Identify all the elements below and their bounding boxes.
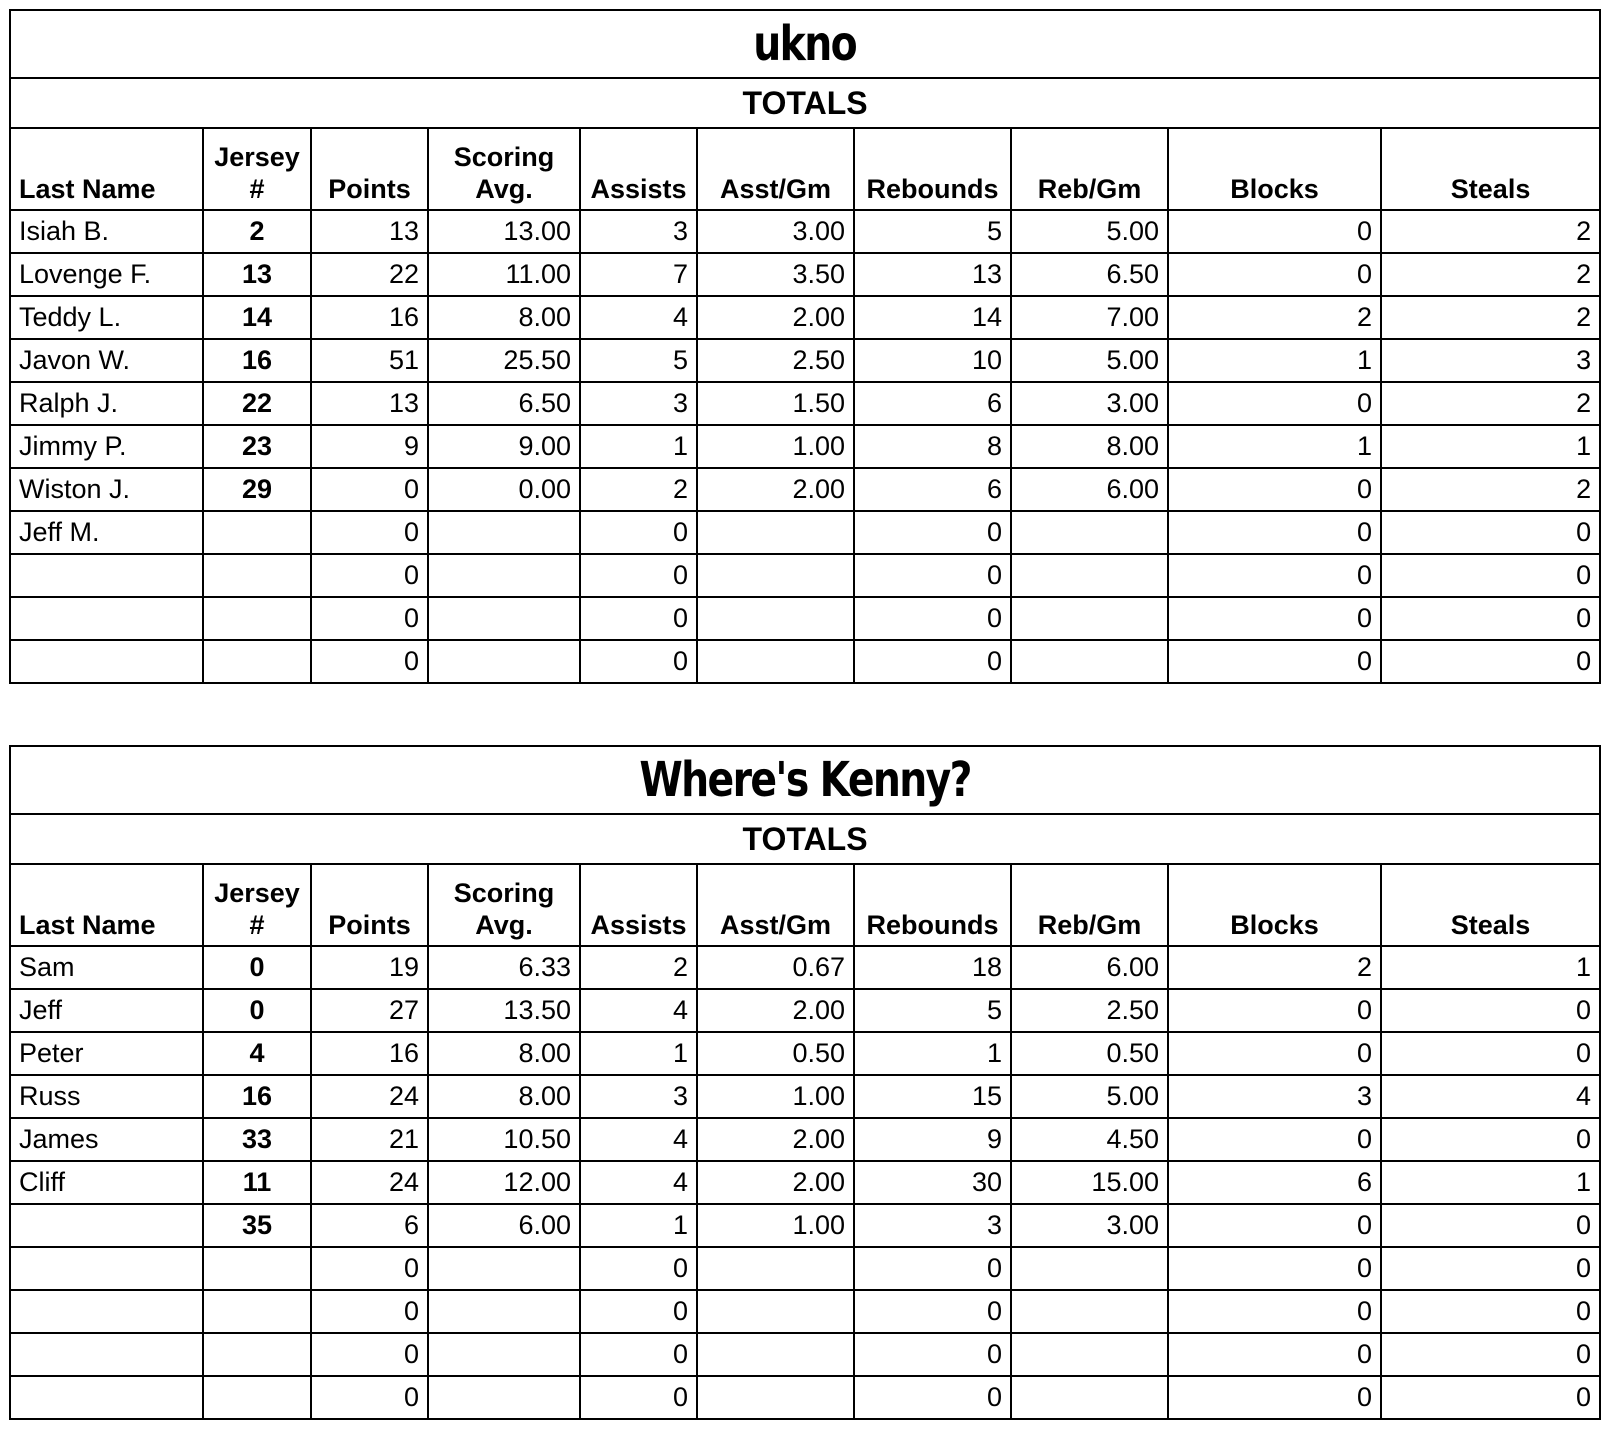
points-cell[interactable]: 16	[311, 296, 428, 339]
points-cell[interactable]: 0	[311, 554, 428, 597]
rebounds-cell[interactable]: 18	[854, 946, 1011, 989]
player-rows	[10, 210, 1600, 683]
asst-gm-cell[interactable]: 2.00	[697, 296, 854, 339]
points-cell[interactable]: 0	[311, 1333, 428, 1376]
scoring-avg-cell[interactable]	[428, 640, 580, 683]
jersey-cell[interactable]	[203, 1333, 311, 1376]
last-name-cell[interactable]: Cliff	[10, 1161, 203, 1204]
player-row	[10, 296, 1600, 339]
assists-cell[interactable]: 0	[580, 511, 697, 554]
scoring-avg-cell[interactable]	[428, 1333, 580, 1376]
scoring-avg-cell[interactable]	[428, 1376, 580, 1419]
assists-cell[interactable]: 7	[580, 253, 697, 296]
rebounds-cell[interactable]: 0	[854, 1247, 1011, 1290]
reb-gm-cell[interactable]	[1011, 640, 1168, 683]
jersey-cell[interactable]: 23	[203, 425, 311, 468]
steals-cell[interactable]: 2	[1381, 210, 1600, 253]
steals-cell[interactable]: 2	[1381, 253, 1600, 296]
player-row	[10, 1376, 1600, 1419]
jersey-cell[interactable]: 0	[203, 946, 311, 989]
points-cell[interactable]: 0	[311, 511, 428, 554]
team-title	[10, 10, 1600, 78]
last-name-cell[interactable]: Ralph J.	[10, 382, 203, 425]
player-row	[10, 1161, 1600, 1204]
steals-cell[interactable]: 2	[1381, 468, 1600, 511]
jersey-cell[interactable]	[203, 1376, 311, 1419]
jersey-cell[interactable]: 16	[203, 1075, 311, 1118]
scoring-avg-cell[interactable]: 10.50	[428, 1118, 580, 1161]
player-row	[10, 1204, 1600, 1247]
assists-cell[interactable]: 4	[580, 1118, 697, 1161]
header-blocks: Blocks	[1168, 128, 1381, 210]
last-name-cell[interactable]	[10, 640, 203, 683]
reb-gm-cell[interactable]: 6.00	[1011, 468, 1168, 511]
steals-cell[interactable]: 4	[1381, 1075, 1600, 1118]
steals-cell[interactable]: 0	[1381, 1118, 1600, 1161]
scoring-avg-cell[interactable]	[428, 1290, 580, 1333]
asst-gm-cell[interactable]	[697, 1290, 854, 1333]
asst-gm-cell[interactable]: 1.00	[697, 1075, 854, 1118]
player-row	[10, 382, 1600, 425]
totals-heading: TOTALS	[10, 814, 1600, 864]
rebounds-cell[interactable]: 0	[854, 1376, 1011, 1419]
header-blocks: Blocks	[1168, 864, 1381, 946]
assists-cell[interactable]: 4	[580, 296, 697, 339]
assists-cell[interactable]: 4	[580, 1161, 697, 1204]
points-cell[interactable]: 0	[311, 1247, 428, 1290]
points-cell[interactable]: 27	[311, 989, 428, 1032]
scoring-avg-cell[interactable]	[428, 511, 580, 554]
last-name-cell[interactable]: Peter	[10, 1032, 203, 1075]
jersey-cell[interactable]: 13	[203, 253, 311, 296]
jersey-cell[interactable]: 0	[203, 989, 311, 1032]
jersey-cell[interactable]	[203, 597, 311, 640]
blocks-cell[interactable]: 0	[1168, 511, 1381, 554]
asst-gm-cell[interactable]: 0.67	[697, 946, 854, 989]
steals-cell[interactable]: 1	[1381, 946, 1600, 989]
scoring-avg-cell[interactable]: 9.00	[428, 425, 580, 468]
reb-gm-cell[interactable]	[1011, 1290, 1168, 1333]
rebounds-cell[interactable]: 10	[854, 339, 1011, 382]
player-rows	[10, 946, 1600, 1419]
team-title	[10, 746, 1600, 814]
player-row	[10, 989, 1600, 1032]
rebounds-cell[interactable]: 0	[854, 1290, 1011, 1333]
blocks-cell[interactable]: 6	[1168, 1161, 1381, 1204]
scoring-avg-cell[interactable]: 6.33	[428, 946, 580, 989]
asst-gm-cell[interactable]: 1.00	[697, 1204, 854, 1247]
player-row	[10, 1075, 1600, 1118]
asst-gm-cell[interactable]	[697, 1247, 854, 1290]
reb-gm-cell[interactable]	[1011, 1247, 1168, 1290]
column-header-row	[10, 864, 1600, 946]
last-name-cell[interactable]	[10, 1204, 203, 1247]
header-points: Points	[311, 128, 428, 210]
last-name-cell[interactable]: Jeff	[10, 989, 203, 1032]
blocks-cell[interactable]: 0	[1168, 468, 1381, 511]
last-name-cell[interactable]: Teddy L.	[10, 296, 203, 339]
steals-cell[interactable]: 0	[1381, 1204, 1600, 1247]
points-cell[interactable]: 22	[311, 253, 428, 296]
blocks-cell[interactable]: 0	[1168, 1118, 1381, 1161]
jersey-cell[interactable]: 16	[203, 339, 311, 382]
rebounds-cell[interactable]: 5	[854, 989, 1011, 1032]
reb-gm-cell[interactable]: 6.00	[1011, 946, 1168, 989]
last-name-cell[interactable]	[10, 1247, 203, 1290]
asst-gm-cell[interactable]: 3.50	[697, 253, 854, 296]
blocks-cell[interactable]: 3	[1168, 1075, 1381, 1118]
points-cell[interactable]: 9	[311, 425, 428, 468]
reb-gm-cell[interactable]	[1011, 1333, 1168, 1376]
blocks-cell[interactable]: 0	[1168, 554, 1381, 597]
rebounds-cell[interactable]: 6	[854, 468, 1011, 511]
steals-cell[interactable]: 0	[1381, 554, 1600, 597]
asst-gm-cell[interactable]	[697, 554, 854, 597]
blocks-cell[interactable]: 1	[1168, 339, 1381, 382]
team-stats-table	[9, 745, 1601, 1420]
jersey-cell[interactable]: 22	[203, 382, 311, 425]
team-name: ukno	[753, 16, 857, 72]
blocks-cell[interactable]: 0	[1168, 989, 1381, 1032]
points-cell[interactable]: 21	[311, 1118, 428, 1161]
header-assists: Assists	[580, 864, 697, 946]
steals-cell[interactable]: 0	[1381, 640, 1600, 683]
player-row	[10, 339, 1600, 382]
rebounds-cell[interactable]: 9	[854, 1118, 1011, 1161]
blocks-cell[interactable]: 0	[1168, 597, 1381, 640]
points-cell[interactable]: 0	[311, 1376, 428, 1419]
steals-cell[interactable]: 0	[1381, 1333, 1600, 1376]
last-name-cell[interactable]	[10, 1290, 203, 1333]
assists-cell[interactable]: 0	[580, 554, 697, 597]
player-row	[10, 511, 1600, 554]
reb-gm-cell[interactable]	[1011, 1376, 1168, 1419]
last-name-cell[interactable]: Russ	[10, 1075, 203, 1118]
assists-cell[interactable]: 3	[580, 1075, 697, 1118]
header-steals: Steals	[1381, 864, 1600, 946]
rebounds-cell[interactable]: 0	[854, 640, 1011, 683]
assists-cell[interactable]: 5	[580, 339, 697, 382]
asst-gm-cell[interactable]: 1.00	[697, 425, 854, 468]
points-cell[interactable]: 6	[311, 1204, 428, 1247]
header-last-name: Last Name	[10, 128, 203, 210]
assists-cell[interactable]: 3	[580, 210, 697, 253]
points-cell[interactable]: 51	[311, 339, 428, 382]
blocks-cell[interactable]: 2	[1168, 946, 1381, 989]
steals-cell[interactable]: 0	[1381, 989, 1600, 1032]
scoring-avg-cell[interactable]: 25.50	[428, 339, 580, 382]
rebounds-cell[interactable]: 0	[854, 1333, 1011, 1376]
last-name-cell[interactable]: Jeff M.	[10, 511, 203, 554]
reb-gm-cell[interactable]	[1011, 554, 1168, 597]
points-cell[interactable]: 0	[311, 597, 428, 640]
last-name-cell[interactable]: Jimmy P.	[10, 425, 203, 468]
blocks-cell[interactable]: 0	[1168, 1204, 1381, 1247]
team-stats-sheet-ukno	[9, 9, 1599, 684]
assists-cell[interactable]: 4	[580, 989, 697, 1032]
last-name-cell[interactable]: Lovenge F.	[10, 253, 203, 296]
team-stats-sheet-wheres-kenny	[9, 745, 1599, 1420]
assists-cell[interactable]: 0	[580, 640, 697, 683]
asst-gm-cell[interactable]	[697, 511, 854, 554]
header-scoring-avg: Scoring Avg.	[428, 864, 580, 946]
reb-gm-cell[interactable]: 5.00	[1011, 210, 1168, 253]
reb-gm-cell[interactable]: 3.00	[1011, 1204, 1168, 1247]
rebounds-cell[interactable]: 0	[854, 597, 1011, 640]
blocks-cell[interactable]: 0	[1168, 253, 1381, 296]
rebounds-cell[interactable]: 14	[854, 296, 1011, 339]
rebounds-cell[interactable]: 0	[854, 554, 1011, 597]
header-scoring-avg: Scoring Avg.	[428, 128, 580, 210]
last-name-cell[interactable]	[10, 554, 203, 597]
assists-cell[interactable]: 1	[580, 425, 697, 468]
player-row	[10, 640, 1600, 683]
jersey-cell[interactable]	[203, 640, 311, 683]
blocks-cell[interactable]: 1	[1168, 425, 1381, 468]
asst-gm-cell[interactable]: 2.50	[697, 339, 854, 382]
rebounds-cell[interactable]: 1	[854, 1032, 1011, 1075]
asst-gm-cell[interactable]	[697, 597, 854, 640]
jersey-cell[interactable]: 35	[203, 1204, 311, 1247]
last-name-cell[interactable]	[10, 1333, 203, 1376]
steals-cell[interactable]: 0	[1381, 1290, 1600, 1333]
asst-gm-cell[interactable]: 2.00	[697, 989, 854, 1032]
header-rebounds: Rebounds	[854, 864, 1011, 946]
steals-cell[interactable]: 0	[1381, 597, 1600, 640]
blocks-cell[interactable]: 0	[1168, 210, 1381, 253]
assists-cell[interactable]: 1	[580, 1204, 697, 1247]
jersey-cell[interactable]: 11	[203, 1161, 311, 1204]
reb-gm-cell[interactable]: 5.00	[1011, 1075, 1168, 1118]
scoring-avg-cell[interactable]: 8.00	[428, 1075, 580, 1118]
scoring-avg-cell[interactable]: 13.00	[428, 210, 580, 253]
reb-gm-cell[interactable]: 15.00	[1011, 1161, 1168, 1204]
scoring-avg-cell[interactable]: 13.50	[428, 989, 580, 1032]
asst-gm-cell[interactable]: 3.00	[697, 210, 854, 253]
points-cell[interactable]: 13	[311, 210, 428, 253]
asst-gm-cell[interactable]	[697, 1376, 854, 1419]
scoring-avg-cell[interactable]: 8.00	[428, 1032, 580, 1075]
last-name-cell[interactable]	[10, 597, 203, 640]
scoring-avg-cell[interactable]: 0.00	[428, 468, 580, 511]
rebounds-cell[interactable]: 5	[854, 210, 1011, 253]
points-cell[interactable]: 19	[311, 946, 428, 989]
reb-gm-cell[interactable]: 2.50	[1011, 989, 1168, 1032]
jersey-cell[interactable]: 29	[203, 468, 311, 511]
rebounds-cell[interactable]: 13	[854, 253, 1011, 296]
scoring-avg-cell[interactable]: 6.00	[428, 1204, 580, 1247]
player-row	[10, 1247, 1600, 1290]
header-reb-gm: Reb/Gm	[1011, 864, 1168, 946]
asst-gm-cell[interactable]: 2.00	[697, 1161, 854, 1204]
steals-cell[interactable]: 0	[1381, 1247, 1600, 1290]
rebounds-cell[interactable]: 6	[854, 382, 1011, 425]
reb-gm-cell[interactable]	[1011, 597, 1168, 640]
blocks-cell[interactable]: 2	[1168, 296, 1381, 339]
points-cell[interactable]: 0	[311, 468, 428, 511]
blocks-cell[interactable]: 0	[1168, 640, 1381, 683]
assists-cell[interactable]: 0	[580, 1290, 697, 1333]
points-cell[interactable]: 24	[311, 1161, 428, 1204]
player-row	[10, 1118, 1600, 1161]
header-last-name: Last Name	[10, 864, 203, 946]
header-reb-gm: Reb/Gm	[1011, 128, 1168, 210]
jersey-cell[interactable]: 2	[203, 210, 311, 253]
asst-gm-cell[interactable]	[697, 640, 854, 683]
totals-heading: TOTALS	[10, 78, 1600, 128]
jersey-cell[interactable]	[203, 511, 311, 554]
points-cell[interactable]: 24	[311, 1075, 428, 1118]
player-row	[10, 1032, 1600, 1075]
steals-cell[interactable]: 3	[1381, 339, 1600, 382]
points-cell[interactable]: 16	[311, 1032, 428, 1075]
column-header-row	[10, 128, 1600, 210]
asst-gm-cell[interactable]	[697, 1333, 854, 1376]
steals-cell[interactable]: 0	[1381, 511, 1600, 554]
blocks-cell[interactable]: 0	[1168, 1247, 1381, 1290]
reb-gm-cell[interactable]: 0.50	[1011, 1032, 1168, 1075]
header-points: Points	[311, 864, 428, 946]
header-jersey: Jersey #	[203, 128, 311, 210]
asst-gm-cell[interactable]: 0.50	[697, 1032, 854, 1075]
header-jersey: Jersey #	[203, 864, 311, 946]
assists-cell[interactable]: 0	[580, 1376, 697, 1419]
player-row	[10, 554, 1600, 597]
steals-cell[interactable]: 0	[1381, 1376, 1600, 1419]
player-row	[10, 210, 1600, 253]
scoring-avg-cell[interactable]	[428, 554, 580, 597]
steals-cell[interactable]: 2	[1381, 296, 1600, 339]
blocks-cell[interactable]: 0	[1168, 1032, 1381, 1075]
scoring-avg-cell[interactable]	[428, 597, 580, 640]
assists-cell[interactable]: 0	[580, 1247, 697, 1290]
player-row	[10, 946, 1600, 989]
header-rebounds: Rebounds	[854, 128, 1011, 210]
reb-gm-cell[interactable]	[1011, 511, 1168, 554]
points-cell[interactable]: 0	[311, 1290, 428, 1333]
asst-gm-cell[interactable]: 1.50	[697, 382, 854, 425]
assists-cell[interactable]: 0	[580, 597, 697, 640]
header-asst-gm: Asst/Gm	[697, 864, 854, 946]
blocks-cell[interactable]: 0	[1168, 1376, 1381, 1419]
rebounds-cell[interactable]: 0	[854, 511, 1011, 554]
reb-gm-cell[interactable]: 4.50	[1011, 1118, 1168, 1161]
player-row	[10, 1333, 1600, 1376]
scoring-avg-cell[interactable]: 8.00	[428, 296, 580, 339]
reb-gm-cell[interactable]: 3.00	[1011, 382, 1168, 425]
header-steals: Steals	[1381, 128, 1600, 210]
reb-gm-cell[interactable]: 8.00	[1011, 425, 1168, 468]
steals-cell[interactable]: 2	[1381, 382, 1600, 425]
jersey-cell[interactable]	[203, 554, 311, 597]
last-name-cell[interactable]: Sam	[10, 946, 203, 989]
asst-gm-cell[interactable]: 2.00	[697, 1118, 854, 1161]
last-name-cell[interactable]: Wiston J.	[10, 468, 203, 511]
reb-gm-cell[interactable]: 7.00	[1011, 296, 1168, 339]
jersey-cell[interactable]: 14	[203, 296, 311, 339]
scoring-avg-cell[interactable]: 11.00	[428, 253, 580, 296]
blocks-cell[interactable]: 0	[1168, 382, 1381, 425]
player-row	[10, 1290, 1600, 1333]
scoring-avg-cell[interactable]: 6.50	[428, 382, 580, 425]
points-cell[interactable]: 0	[311, 640, 428, 683]
player-row	[10, 468, 1600, 511]
player-row	[10, 597, 1600, 640]
asst-gm-cell[interactable]: 2.00	[697, 468, 854, 511]
header-asst-gm: Asst/Gm	[697, 128, 854, 210]
team-stats-table	[9, 9, 1601, 684]
assists-cell[interactable]: 2	[580, 468, 697, 511]
last-name-cell[interactable]: Isiah B.	[10, 210, 203, 253]
assists-cell[interactable]: 3	[580, 382, 697, 425]
scoring-avg-cell[interactable]: 12.00	[428, 1161, 580, 1204]
last-name-cell[interactable]: Javon W.	[10, 339, 203, 382]
player-row	[10, 425, 1600, 468]
assists-cell[interactable]: 2	[580, 946, 697, 989]
jersey-cell[interactable]: 33	[203, 1118, 311, 1161]
team-name: Where's Kenny?	[639, 752, 971, 808]
jersey-cell[interactable]	[203, 1290, 311, 1333]
steals-cell[interactable]: 1	[1381, 425, 1600, 468]
rebounds-cell[interactable]: 30	[854, 1161, 1011, 1204]
jersey-cell[interactable]: 4	[203, 1032, 311, 1075]
player-row	[10, 253, 1600, 296]
steals-cell[interactable]: 0	[1381, 1032, 1600, 1075]
reb-gm-cell[interactable]: 6.50	[1011, 253, 1168, 296]
points-cell[interactable]: 13	[311, 382, 428, 425]
reb-gm-cell[interactable]: 5.00	[1011, 339, 1168, 382]
jersey-cell[interactable]	[203, 1247, 311, 1290]
scoring-avg-cell[interactable]	[428, 1247, 580, 1290]
assists-cell[interactable]: 1	[580, 1032, 697, 1075]
last-name-cell[interactable]	[10, 1376, 203, 1419]
header-assists: Assists	[580, 128, 697, 210]
last-name-cell[interactable]: James	[10, 1118, 203, 1161]
blocks-cell[interactable]: 0	[1168, 1333, 1381, 1376]
assists-cell[interactable]: 0	[580, 1333, 697, 1376]
rebounds-cell[interactable]: 15	[854, 1075, 1011, 1118]
rebounds-cell[interactable]: 8	[854, 425, 1011, 468]
steals-cell[interactable]: 1	[1381, 1161, 1600, 1204]
blocks-cell[interactable]: 0	[1168, 1290, 1381, 1333]
rebounds-cell[interactable]: 3	[854, 1204, 1011, 1247]
